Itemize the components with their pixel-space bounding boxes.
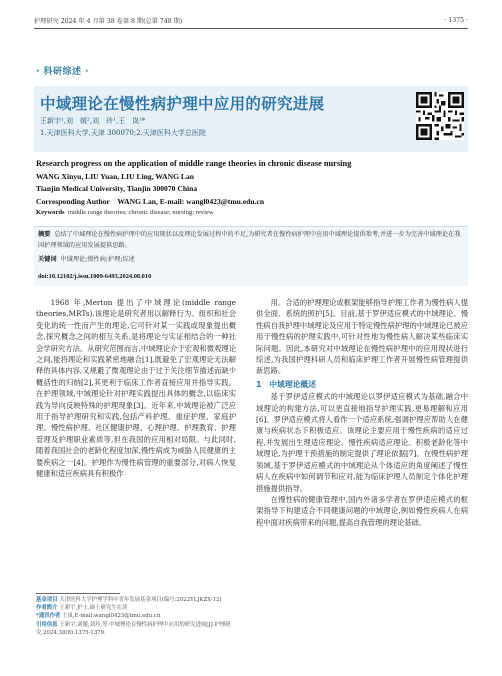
page-number: · 1375 · [444,16,468,24]
english-authors: WANG Xinyu, LIU Yuan, LIU Ling, WANG Lan [36,172,194,181]
keywords-cn-text: 中域理论;慢性病;护理;综述 [60,256,135,263]
body-column-left [36,297,236,480]
body-paragraph: 1968 年,Merton 提出了中域理论(middle range theories,MRTs),该理论是研究者用以解释行为、组织和社会变化的统一性而产生的理论,它可针对某一实践或现象提出概念,探究概念之间的相互关系,是将理论与实证相结合的一种社会学研究方法。从研究范围而言,中域理论介于宏观和微观理论之间,能将理论和实践紧密地融合[1],既避免了宏观理论无法解释的具体内容,又规避了微观理论由于过于关注细节描述而缺少概括性的归纳[2],其更利于临床工作者直接应用并指导实践。在护理领域,中域理论针对护理实践提出具体的概念,以临床实践为导向反映特殊的护理现象[3]。近年来,中域理论被广泛应用于指导护理研究和实践,包括产科护理、重症护理、家庭护理、慢性病护理、社区健康护理、心理护理、护理教育、护理管理及护理职业素质等,但在我国的应用相对局限。与此同时,随着我国社会的老龄化程度加深,慢性病成为威胁人民健康的主要疾病之一[4]。护理作为慢性病管理的重要部分,对病人恢复健康和适应疾病具有积极作 [36,298,236,479]
body-column-right [256,297,468,528]
column-tag: · 科研综述 · [36,67,90,77]
english-keywords-text: middle range theories; chronic disease; nursing; review [67,209,214,216]
footnote-corresponding [36,612,236,620]
english-affiliation: Tianjin Medical University, Tianjin 300070 China [36,184,198,193]
section-heading: 1 中域理论概述 [256,379,317,389]
english-keywords-label: Keywords [36,209,65,216]
doi: doi:10.12102/j.issn.1009-6493.2024.08.010 [38,273,152,280]
footnote-citation [36,621,236,637]
running-head-journal: 护理研究 2024 年 4 月第 38 卷第 8 期(总第 748 期) [34,17,183,25]
abstract [38,230,466,251]
footnote-fund-label: 基金项目 [36,597,58,603]
footnote-cite-label: 引用信息 [36,621,58,628]
footnote-cite-text: 王新宇,刘媛,刘玲,等.中域理论在慢性病护理中应用的研究进展[J].护理研究,2024,38(8):1375-1379. [36,621,231,636]
footnote-author-label: 作者简介 [36,605,58,612]
body-paragraph: 在慢性病的健康管理中,国内外诸多学者在罗伊适应模式的框架指导下构建适合不同健康问题的中域理论,例如慢性疾病人在病程中面对疾病带来的问题,提高自我管理的理论基础。 [256,494,468,527]
abstract-label: 摘要 [38,231,51,238]
footnote-rule [36,593,120,594]
body-paragraph: 用。合适的护理理论或框架能够指导护理工作者为慢性病人提供全面、系统的照护[5]。目前,基于罗伊适应模式的中域理论、慢性病自我护理中域理论及应用于特定慢性病护理的中域理论已被应用于慢性病的护理实践中,可针对性地为慢性病人解决某些临床实际问题。因此,本研究对中域理论在慢性病护理中的应用现状进行综述,为我国护理科研人员和临床护理工作者开展慢性病管理提供新思路。 [256,298,468,376]
header-rule [34,28,468,29]
keywords-cn [38,254,135,263]
keywords-cn-label: 关键词 [38,256,57,263]
affiliation: 1.天津医科大学,天津 300070;2.天津医科大学总医院 [40,129,206,137]
english-title: Research progress on the application of middle range theories in chronic disease nursing [36,159,352,168]
footnote-corr-label: *通讯作者 [36,613,61,620]
footnote-corr-text: 王岚,E-mail:wangl0423@tmu.edu.cn [62,613,161,620]
abstract-text: 总结了中域理论在慢性病护理中的应用现状以及理论发展过程中的不足,为研究者在慢性病护理中应用中域理论提供参考,并进一步为完善中域理论在我国护理领域的应用发展提供思路。 [38,231,461,249]
article-title: 中域理论在慢性病护理中应用的研究进展 [40,95,325,113]
author-list: 王新宇¹,刘 媛²,刘 玲¹,王 岚²* [40,117,146,125]
footnote-fund [36,596,236,604]
qr-code-icon[interactable] [416,92,464,140]
footnote-fund-text: 天津医科大学护理学科中青年发展基金项目(编号:2022YLJKZX-12) [59,597,222,603]
footnotes [36,596,236,637]
footnote-author [36,604,236,612]
footnote-author-text: 王新宇,护士,硕士研究生在读 [59,605,128,612]
running-head [34,14,468,26]
corresponding-author: Corresponding Author WANG Lan, E-mail: wangl0423@tmu.edu.cn [36,197,265,206]
body-paragraph: 基于罗伊适应模式的中域理论以罗伊适应模式为基础,融合中域理论的构建方法,可以更直接地指导护理实践,更易理解和应用[6]。罗伊适应模式将人看作一个适应系统,强调护理应帮助人在健康与疾病状态下积极适应。该理论主要应用于慢性疾病的适应过程,并发展出生理适应理论、慢性疾病适应理论、积极老龄化等中域理论,为护理干预措施的制定提供了理论依据[7]。在慢性病护理领域,基于罗伊适应模式的中域理论从个体适应的角度阐述了慢性病人在疾病中如何调节和应对,能为临床护理人员制定个体化护理措施提供指导。 [256,392,468,493]
english-keywords [36,209,214,216]
